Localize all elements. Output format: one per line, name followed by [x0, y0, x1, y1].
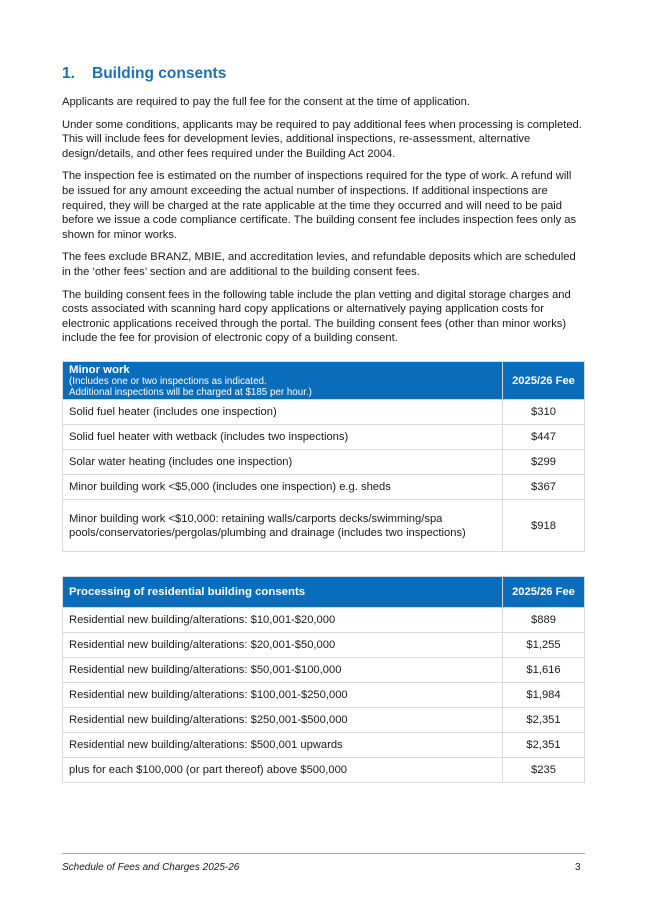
row-description: Minor building work <$5,000 (includes one inspection) e.g. sheds: [63, 475, 503, 500]
table-row: [63, 425, 585, 450]
table-row: [63, 658, 585, 683]
table-row: [63, 400, 585, 425]
residential-header: [63, 577, 503, 608]
row-fee: $235: [503, 758, 585, 783]
fee-column-header: 2025/26 Fee: [503, 362, 585, 400]
row-description: Residential new building/alterations: $50,001-$100,000: [63, 658, 503, 683]
row-description: Residential new building/alterations: $500,001 upwards: [63, 733, 503, 758]
footer-title: Schedule of Fees and Charges 2025-26: [62, 862, 240, 873]
minor-work-table: [62, 361, 585, 552]
row-description: Residential new building/alterations: $100,001-$250,000: [63, 683, 503, 708]
row-description: Solid fuel heater (includes one inspection): [63, 400, 503, 425]
table-row: [63, 708, 585, 733]
row-fee: $918: [503, 500, 585, 552]
paragraph: Under some conditions, applicants may be required to pay additional fees when processing is completed. This will include fees for development levies, additional inspections, re-assessment, alternative design/details, and other fees required under the Building Act 2004.: [62, 118, 582, 160]
row-fee: $1,984: [503, 683, 585, 708]
table-row: [63, 733, 585, 758]
row-description: Residential new building/alterations: $10,001-$20,000: [63, 608, 503, 633]
fee-column-header: 2025/26 Fee: [503, 577, 585, 608]
table-header-row: [63, 577, 585, 608]
paragraph: The inspection fee is estimated on the number of inspections required for the type of work. A refund will be issued for any amount exceeding the actual number of inspections. If additional inspections are required, they will be charged at the rate applicable at the time they occurred and will need to be paid before we issue a code compliance certificate. The building consent fee includes inspection fees only as shown for minor works.: [62, 170, 577, 241]
table-header-row: [63, 362, 585, 400]
paragraph: The fees exclude BRANZ, MBIE, and accreditation levies, and refundable deposits which are scheduled in the ‘other fees’ section and are additional to the building consent fees.: [62, 251, 576, 278]
minor-work-title: Minor work: [69, 363, 130, 376]
row-fee: $447: [503, 425, 585, 450]
residential-title: Processing of residential building consents: [69, 586, 306, 598]
row-fee: $1,616: [503, 658, 585, 683]
footer-divider: [62, 853, 585, 854]
paragraph: The building consent fees in the following table include the plan vetting and digital storage charges and costs associated with scanning hard copy applications or alternatively paying application costs for electronic applications received through the portal. The building consent fees (other than minor works) include the fee for provision of electronic copy of a building consent.: [62, 288, 571, 345]
table-row: [63, 633, 585, 658]
row-description: Solar water heating (includes one inspection): [63, 450, 503, 475]
table-row: [63, 450, 585, 475]
row-description: Residential new building/alterations: $250,001-$500,000: [63, 708, 503, 733]
row-description: Solid fuel heater with wetback (includes two inspections): [63, 425, 503, 450]
page-number: 3: [575, 862, 581, 873]
table-row: [63, 500, 585, 552]
row-fee: $1,255: [503, 633, 585, 658]
row-description: Minor building work <$10,000: retaining walls/carports decks/swimming/spa pools/conservatories/pergolas/plumbing and drainage (includes two inspections): [63, 500, 503, 552]
row-fee: $299: [503, 450, 585, 475]
row-fee: $2,351: [503, 708, 585, 733]
table-row: [63, 475, 585, 500]
row-description: plus for each $100,000 (or part thereof) above $500,000: [63, 758, 503, 783]
minor-work-note: (Includes one or two inspections as indicated.: [69, 375, 267, 387]
residential-consents-table: [62, 576, 585, 783]
row-fee: $367: [503, 475, 585, 500]
minor-work-header: [63, 362, 503, 400]
row-fee: $889: [503, 608, 585, 633]
intro-paragraphs: [62, 95, 585, 354]
section-title: Building consents: [92, 65, 227, 82]
row-description: Residential new building/alterations: $20,001-$50,000: [63, 633, 503, 658]
section-number: 1.: [62, 65, 75, 82]
table-row: [63, 758, 585, 783]
table-row: [63, 683, 585, 708]
row-fee: $310: [503, 400, 585, 425]
paragraph: Applicants are required to pay the full fee for the consent at the time of application.: [62, 96, 470, 108]
table-row: [63, 608, 585, 633]
minor-work-note: Additional inspections will be charged at $185 per hour.): [69, 386, 312, 398]
row-fee: $2,351: [503, 733, 585, 758]
section-heading: [62, 65, 226, 83]
